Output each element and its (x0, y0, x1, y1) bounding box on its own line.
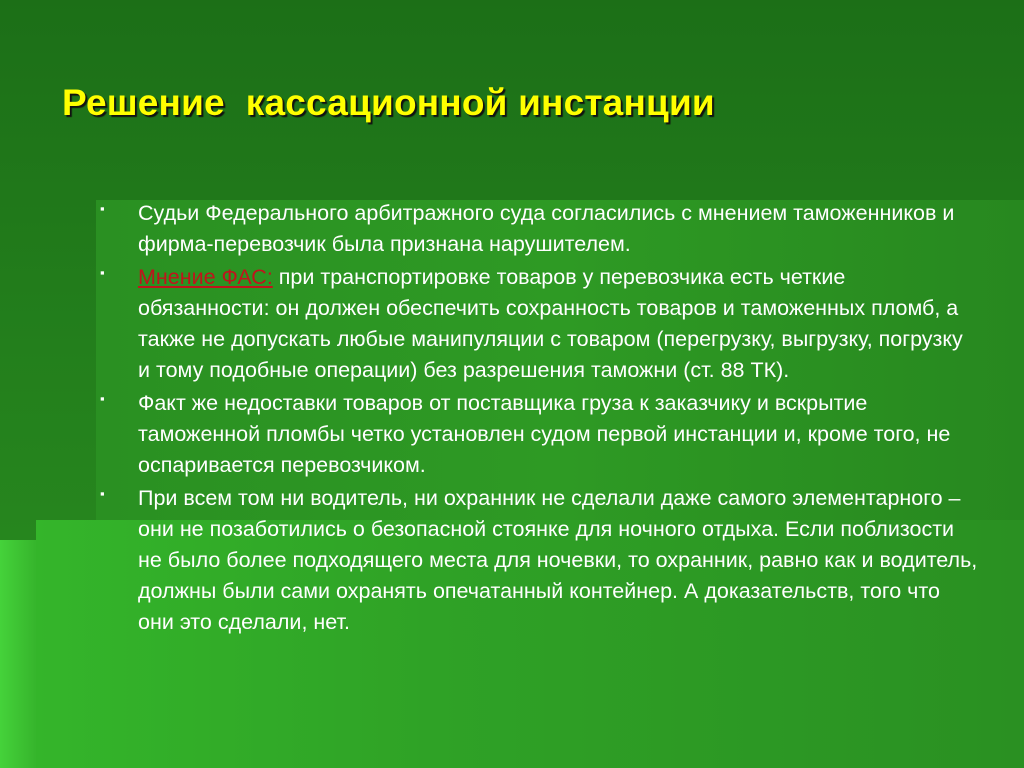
bullet-text: Факт же недоставки товаров от поставщика груза к заказчику и вскрытие таможенной пломбы четко установлен судом первой инстанции и, кроме того, не оспаривается перевозчиком. (138, 391, 951, 477)
bullet-list (98, 198, 978, 640)
bullet-item (98, 388, 978, 481)
background-panel-left (0, 540, 36, 768)
bullet-text: Судьи Федерального арбитражного суда согласились с мнением таможенников и фирма-перевозчик была признана нарушителем. (138, 201, 955, 256)
square-bullet-icon: ▪ (100, 265, 105, 280)
bullet-text: При всем том ни водитель, ни охранник не сделали даже самого элементарного – они не позаботились о безопасной стоянке для ночного отдыха. Если поблизости не было более подходящего места для ночевки, то охранник, равно как и водитель, должны были сами охранять опечатанный контейнер. А доказательств, того что они это сделали, нет. (138, 486, 978, 634)
square-bullet-icon: ▪ (100, 391, 105, 406)
slide-title: Решение кассационной инстанции (62, 82, 715, 123)
square-bullet-icon: ▪ (100, 486, 105, 501)
bullet-item (98, 262, 978, 386)
square-bullet-icon: ▪ (100, 201, 105, 216)
bullet-text: при транспортировке товаров у перевозчика есть четкие обязанности: он должен обеспечить сохранность товаров и таможенных пломб, а также не допускать любые манипуляции с товаром (перегрузку, выгрузку, погрузку и тому подобные операции) без разрешения таможни (ст. 88 ТК). (138, 265, 963, 382)
bullet-item (98, 198, 978, 260)
fas-opinion-label: Мнение ФАС: (138, 265, 273, 289)
bullet-item (98, 483, 978, 638)
